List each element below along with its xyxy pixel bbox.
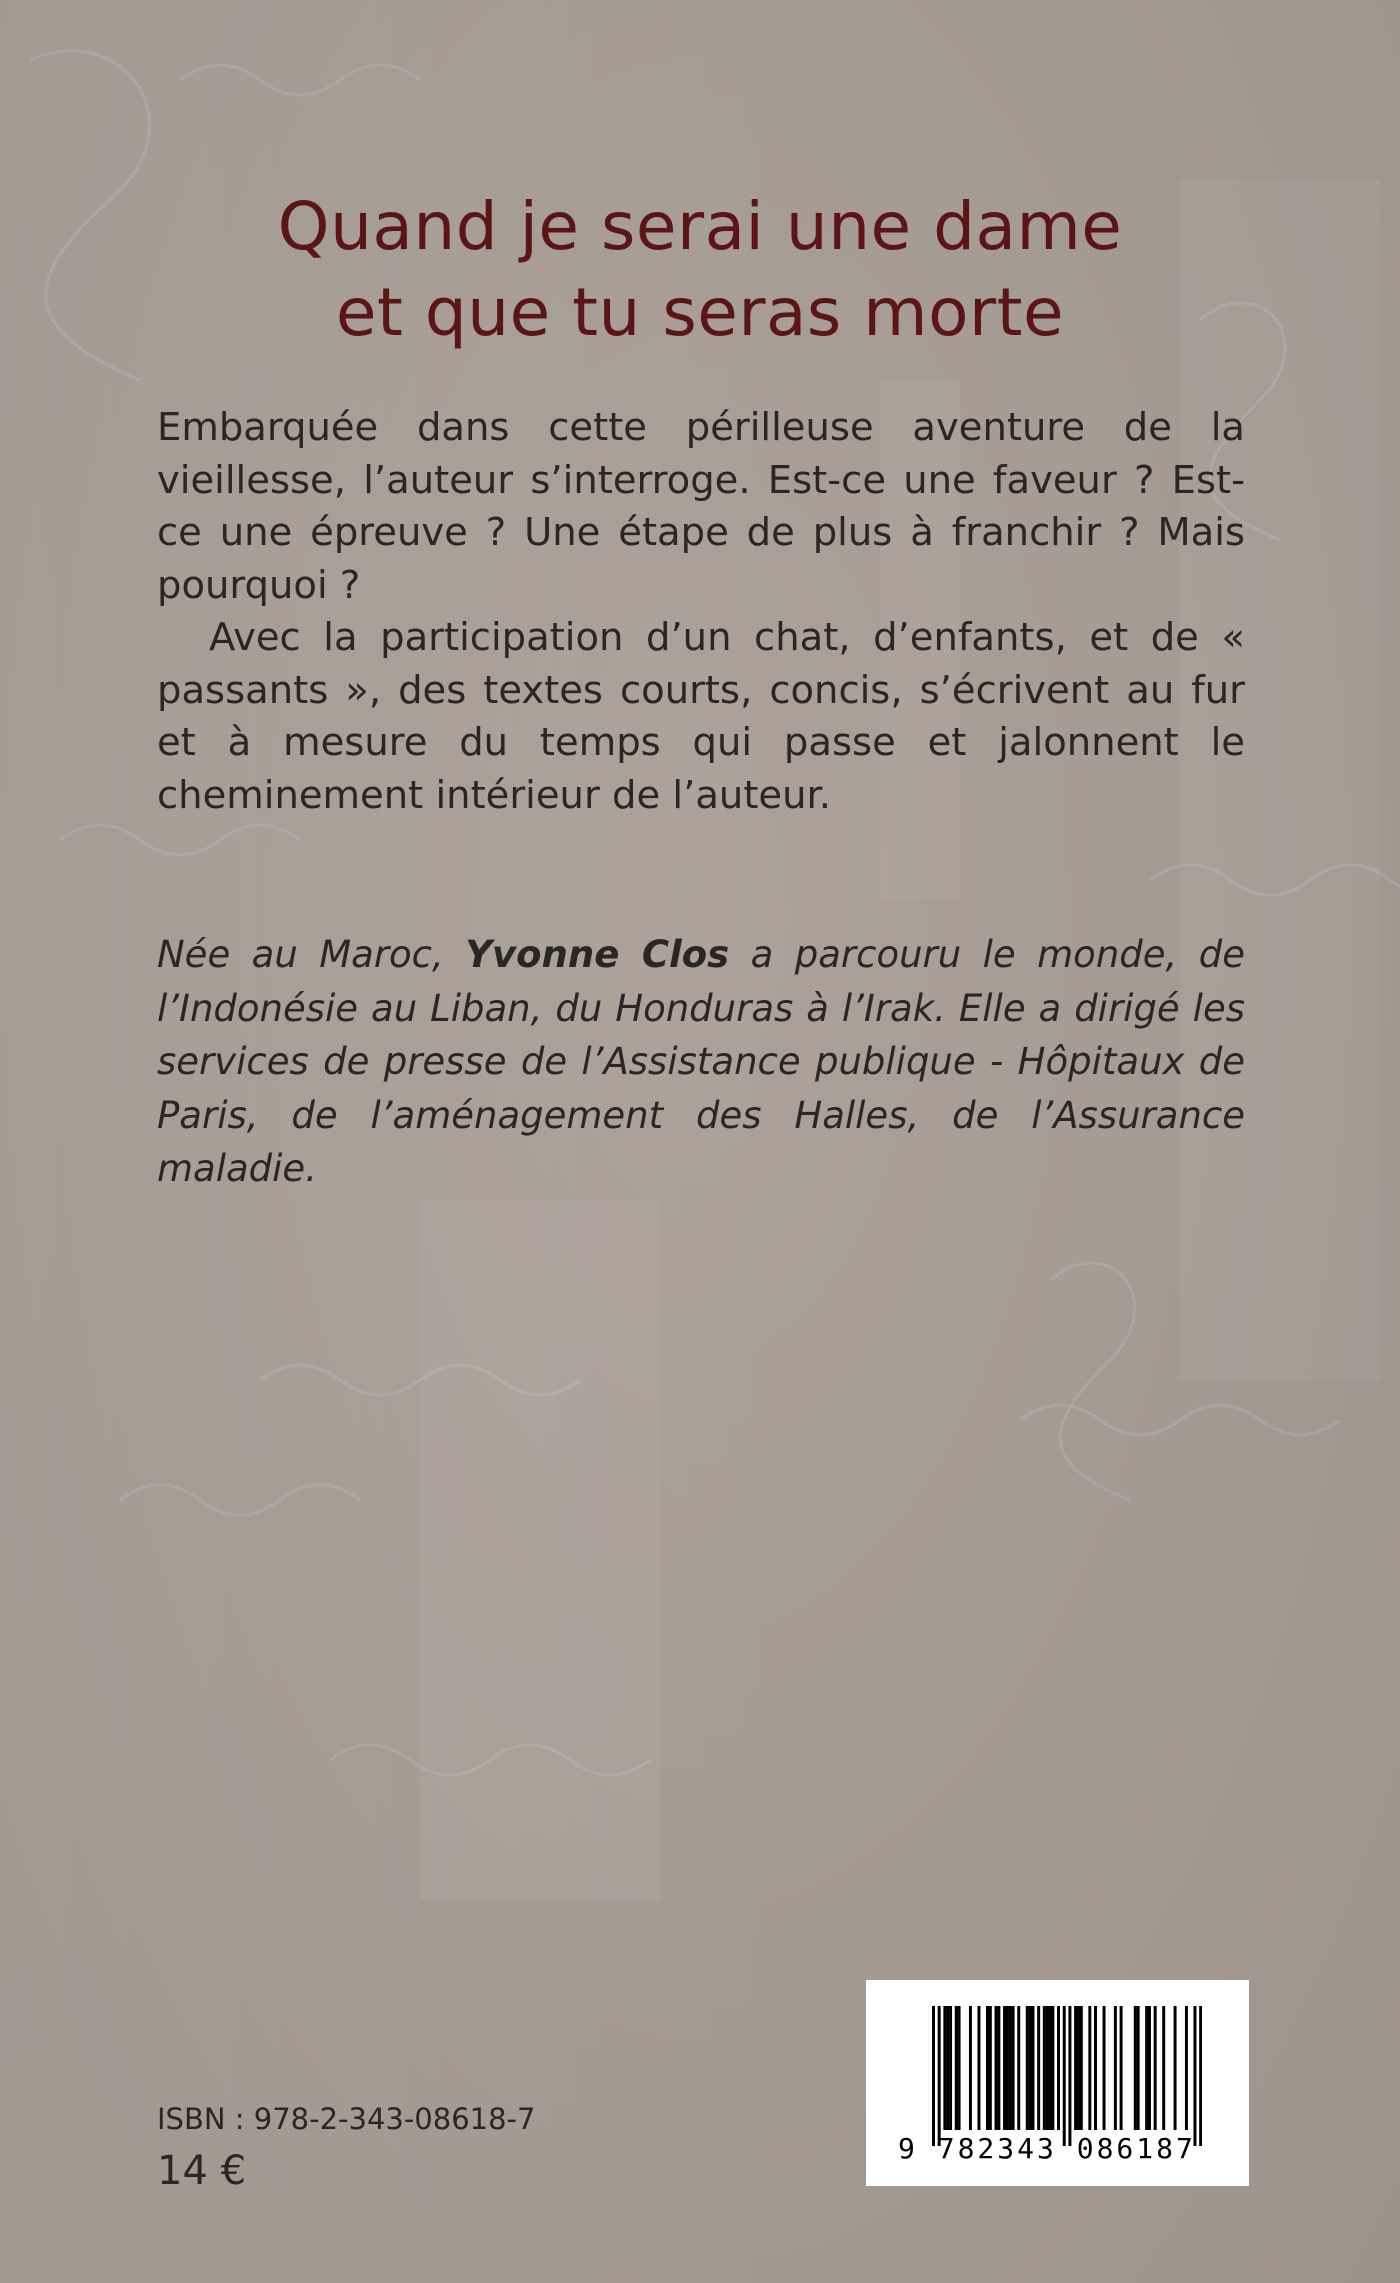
barcode-bar <box>1057 2006 1060 2130</box>
barcode-bar <box>1012 2006 1015 2130</box>
barcode-bar <box>1051 2006 1054 2130</box>
barcode-bar <box>977 2006 980 2130</box>
barcode-bar <box>1088 2006 1091 2130</box>
barcode-bar <box>1017 2006 1020 2130</box>
barcode-bar <box>943 2006 946 2130</box>
barcode-bar <box>1046 2006 1049 2130</box>
barcode-bar <box>1154 2006 1157 2130</box>
barcode-bar <box>1193 2006 1196 2146</box>
barcode-bar <box>958 2006 961 2130</box>
barcode-bar <box>1120 2006 1123 2130</box>
barcode-bar <box>1114 2006 1117 2130</box>
barcode-bar <box>1094 2006 1097 2130</box>
barcode-bar <box>955 2006 958 2130</box>
isbn-label: ISBN : 978-2-343-08618-7 <box>157 2102 536 2136</box>
barcode-bar <box>1174 2006 1177 2130</box>
barcode-bar <box>1134 2006 1137 2130</box>
barcode-bar <box>1009 2006 1012 2130</box>
barcode-bar <box>1199 2006 1202 2146</box>
barcode-bar <box>1068 2006 1071 2146</box>
barcode-icon <box>932 2006 1202 2146</box>
barcode-bar <box>1043 2006 1046 2130</box>
barcode-bar <box>1137 2006 1140 2130</box>
barcode-bar <box>946 2006 949 2130</box>
barcode-bar <box>1037 2006 1040 2130</box>
barcode-bar <box>1031 2006 1034 2130</box>
description-paragraph-2: Avec la participation d’un chat, d’enfants, et de « passants », des textes courts, concis, s’écrivent au fur et à mesure du temps qui passe et jalonnent le cheminement intérieur de l’auteur. <box>157 615 1245 818</box>
barcode-bar <box>986 2006 989 2130</box>
price-label: 14 € <box>157 2148 247 2194</box>
barcode-bar <box>1162 2006 1165 2130</box>
barcode-bar <box>932 2006 935 2146</box>
author-bio <box>157 928 1245 1196</box>
barcode-bar <box>1006 2006 1009 2130</box>
barcode-bar <box>1185 2006 1188 2130</box>
barcode-bar <box>1026 2006 1029 2130</box>
description-paragraph-1: Embarquée dans cette périlleuse aventure de la vieillesse, l’auteur s’interroge. Est-ce une faveur ? Est-ce une épreuve ? Une étape de plus à franchir ? Mais pourquoi ? <box>157 405 1245 608</box>
bio-intro: Née au Maroc, <box>157 933 466 976</box>
barcode-bar <box>1080 2006 1083 2130</box>
barcode-bar <box>938 2006 941 2146</box>
barcode-bar <box>995 2006 998 2130</box>
barcode-bar <box>1074 2006 1077 2130</box>
book-title-line-2: et que tu seras morte <box>335 274 1065 352</box>
bio-details: a parcouru le monde, de l’Indonésie au Liban, du Honduras à l’Irak. Elle a dirigé les services de presse de l’Assistance publique - Hôpitaux de Paris, de l’aménagement des Halles, de l’Assurance maladie. <box>157 933 1245 1190</box>
barcode-bar <box>1049 2006 1052 2130</box>
barcode-panel <box>866 1980 1249 2186</box>
barcode-bar <box>997 2006 1000 2130</box>
book-description <box>157 402 1245 822</box>
barcode-bar <box>969 2006 972 2130</box>
barcode-bar <box>1063 2006 1066 2146</box>
barcode-bar <box>989 2006 992 2130</box>
barcode-bar <box>1148 2006 1151 2130</box>
barcode-bar <box>1003 2006 1006 2130</box>
barcode-digits: 9 782343 086187 <box>898 2132 1196 2165</box>
barcode-bar <box>1145 2006 1148 2130</box>
book-title <box>0 184 1400 356</box>
author-name: Yvonne Clos <box>465 933 730 976</box>
barcode-bar <box>1077 2006 1080 2130</box>
book-title-line-1: Quand je serai une dame <box>277 188 1123 266</box>
barcode-bar <box>1103 2006 1106 2130</box>
barcode-bar <box>949 2006 952 2130</box>
barcode-bar <box>1029 2006 1032 2130</box>
